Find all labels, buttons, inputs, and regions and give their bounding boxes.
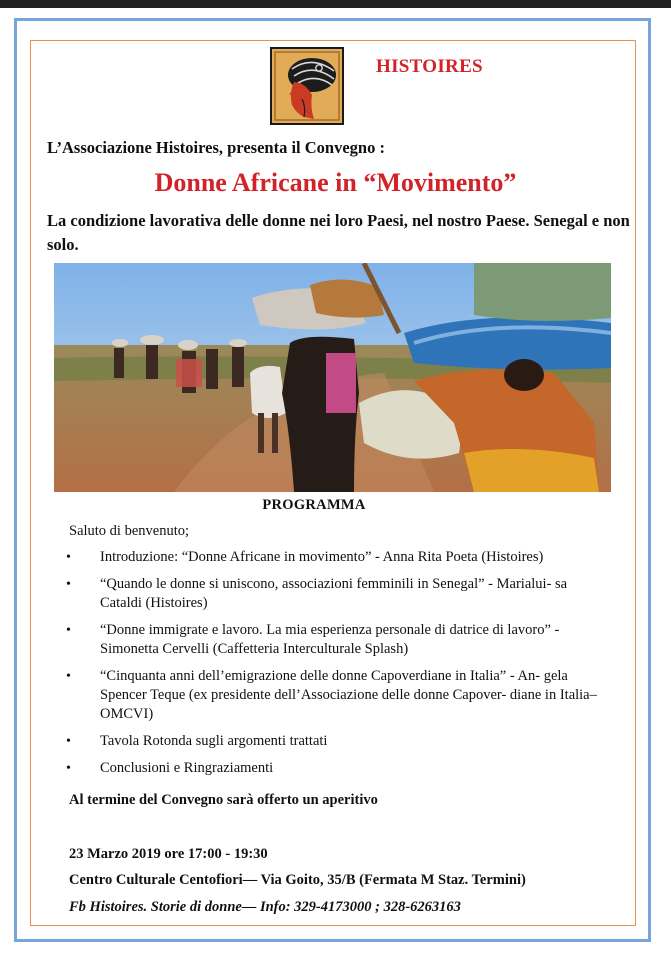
program-item xyxy=(64,732,604,751)
event-contacts: Fb Histoires. Storie di donne— Info: 329-4173000 ; 328-6263163 xyxy=(69,899,461,915)
bullet-icon: • xyxy=(66,623,71,638)
intro-line: L’Associazione Histoires, presenta il Convegno : xyxy=(47,138,385,157)
histoires-logo xyxy=(270,47,344,125)
bullet-icon: • xyxy=(66,577,71,592)
program-item xyxy=(64,548,604,567)
program-item xyxy=(64,621,604,659)
event-venue: Centro Culturale Centofiori— Via Goito, 35/B (Fermata M Staz. Termini) xyxy=(69,872,526,888)
program-item-text: Tavola Rotonda sugli argomenti trattati xyxy=(100,733,328,749)
top-edge-bar xyxy=(0,0,671,8)
brand-name: HISTOIRES xyxy=(376,56,483,77)
program-item-text: “Cinquanta anni dell’emigrazione delle donne Capoverdiane in Italia” - An- gela Spencer Teque (ex presidente dell’Associazione delle donne Capover- diane in Italia– OMCVI) xyxy=(100,668,597,722)
bullet-icon: • xyxy=(66,761,71,776)
program-item xyxy=(64,759,604,778)
bullet-icon: • xyxy=(66,734,71,749)
program-heading: PROGRAMMA xyxy=(262,497,366,513)
program-item-text: “Quando le donne si uniscono, associazioni femminili in Senegal” - Marialui- sa Cataldi (Histoires) xyxy=(100,576,568,611)
closing-note: Al termine del Convegno sarà offerto un aperitivo xyxy=(69,792,378,808)
bullet-icon: • xyxy=(66,669,71,684)
event-subtitle: La condizione lavorativa delle donne nei loro Paesi, nel nostro Paese. Senegal e non solo. xyxy=(47,211,630,254)
bullet-icon: • xyxy=(66,550,71,565)
program-item xyxy=(64,667,604,724)
event-datetime: 23 Marzo 2019 ore 17:00 - 19:30 xyxy=(69,846,268,862)
program-welcome: Saluto di benvenuto; xyxy=(69,523,190,539)
women-walking-photo xyxy=(54,263,611,492)
event-title: Donne Africane in “Movimento” xyxy=(154,168,517,197)
program-item xyxy=(64,575,604,613)
program-item-text: “Donne immigrate e lavoro. La mia esperienza personale di datrice di lavoro” - Simonetta Cervelli (Caffetteria Interculturale Splash) xyxy=(100,622,560,657)
program-list xyxy=(64,548,604,786)
program-item-text: Conclusioni e Ringraziamenti xyxy=(100,760,274,776)
program-item-text: Introduzione: “Donne Africane in movimento” - Anna Rita Poeta (Histoires) xyxy=(100,549,544,565)
